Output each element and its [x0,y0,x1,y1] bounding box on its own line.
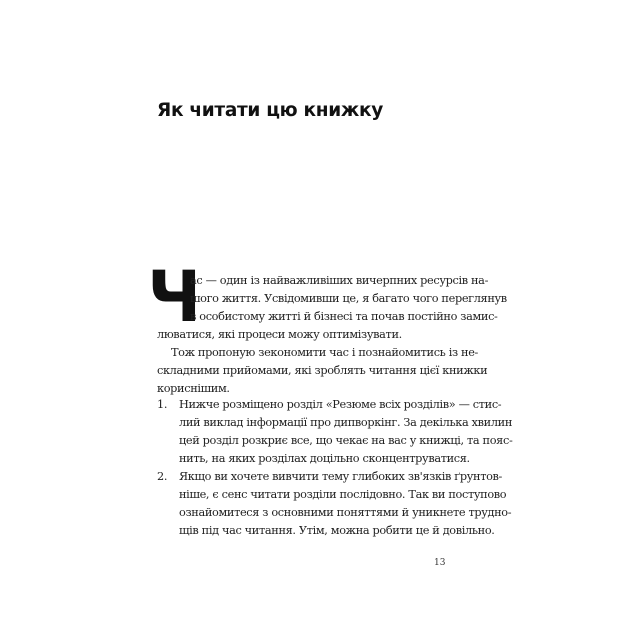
text-line: Тож пропоную зекономити час і познайомитись із не- [171,346,479,359]
list-item [157,468,512,540]
text-line: ознайомитеся з основними поняттями й уникнете трудно- [179,506,512,519]
text-line: щів під час читання. Утім, можна робити це й довільно. [179,524,495,537]
text-line: Якщо ви хочете вивчити тему глибоких зв'язків ґрунтов- [179,470,503,483]
numbered-list [157,396,513,540]
paragraph-2 [157,344,488,398]
text-line: кориснішим. [157,382,230,395]
text-line: люватися, які процеси можу оптимізувати. [157,328,402,341]
text-line: в особистому житті й бізнесі та почав постійно замис- [190,310,498,323]
text-line: ніше, є сенс читати розділи послідовно. Так ви поступово [179,488,507,501]
drop-cap: Ч [147,256,202,338]
page-number: 13 [434,558,446,568]
list-number: 1. [157,398,168,411]
text-line: нить, на яких розділах доцільно сконцентруватися. [179,452,470,465]
text-line: ас — один із найважливіших вичерпних ресурсів на- [190,274,489,287]
text-line: цей розділ розкриє все, що чекає на вас у книжці, та пояс- [179,434,513,447]
list-number: 2. [157,470,168,483]
text-line: лий виклад інформації про дипворкінг. За декілька хвилин [179,416,513,429]
text-line: Нижче розміщено розділ «Резюме всіх розділів» — стис- [179,398,502,411]
text-line: складними прийомами, які зроблять читання цієї книжки [157,364,488,377]
text-line: шого життя. Усвідомивши це, я багато чого переглянув [190,292,507,305]
list-item [157,396,513,468]
paragraph-1 [157,272,507,344]
chapter-title: Як читати цю книжку [157,100,384,121]
